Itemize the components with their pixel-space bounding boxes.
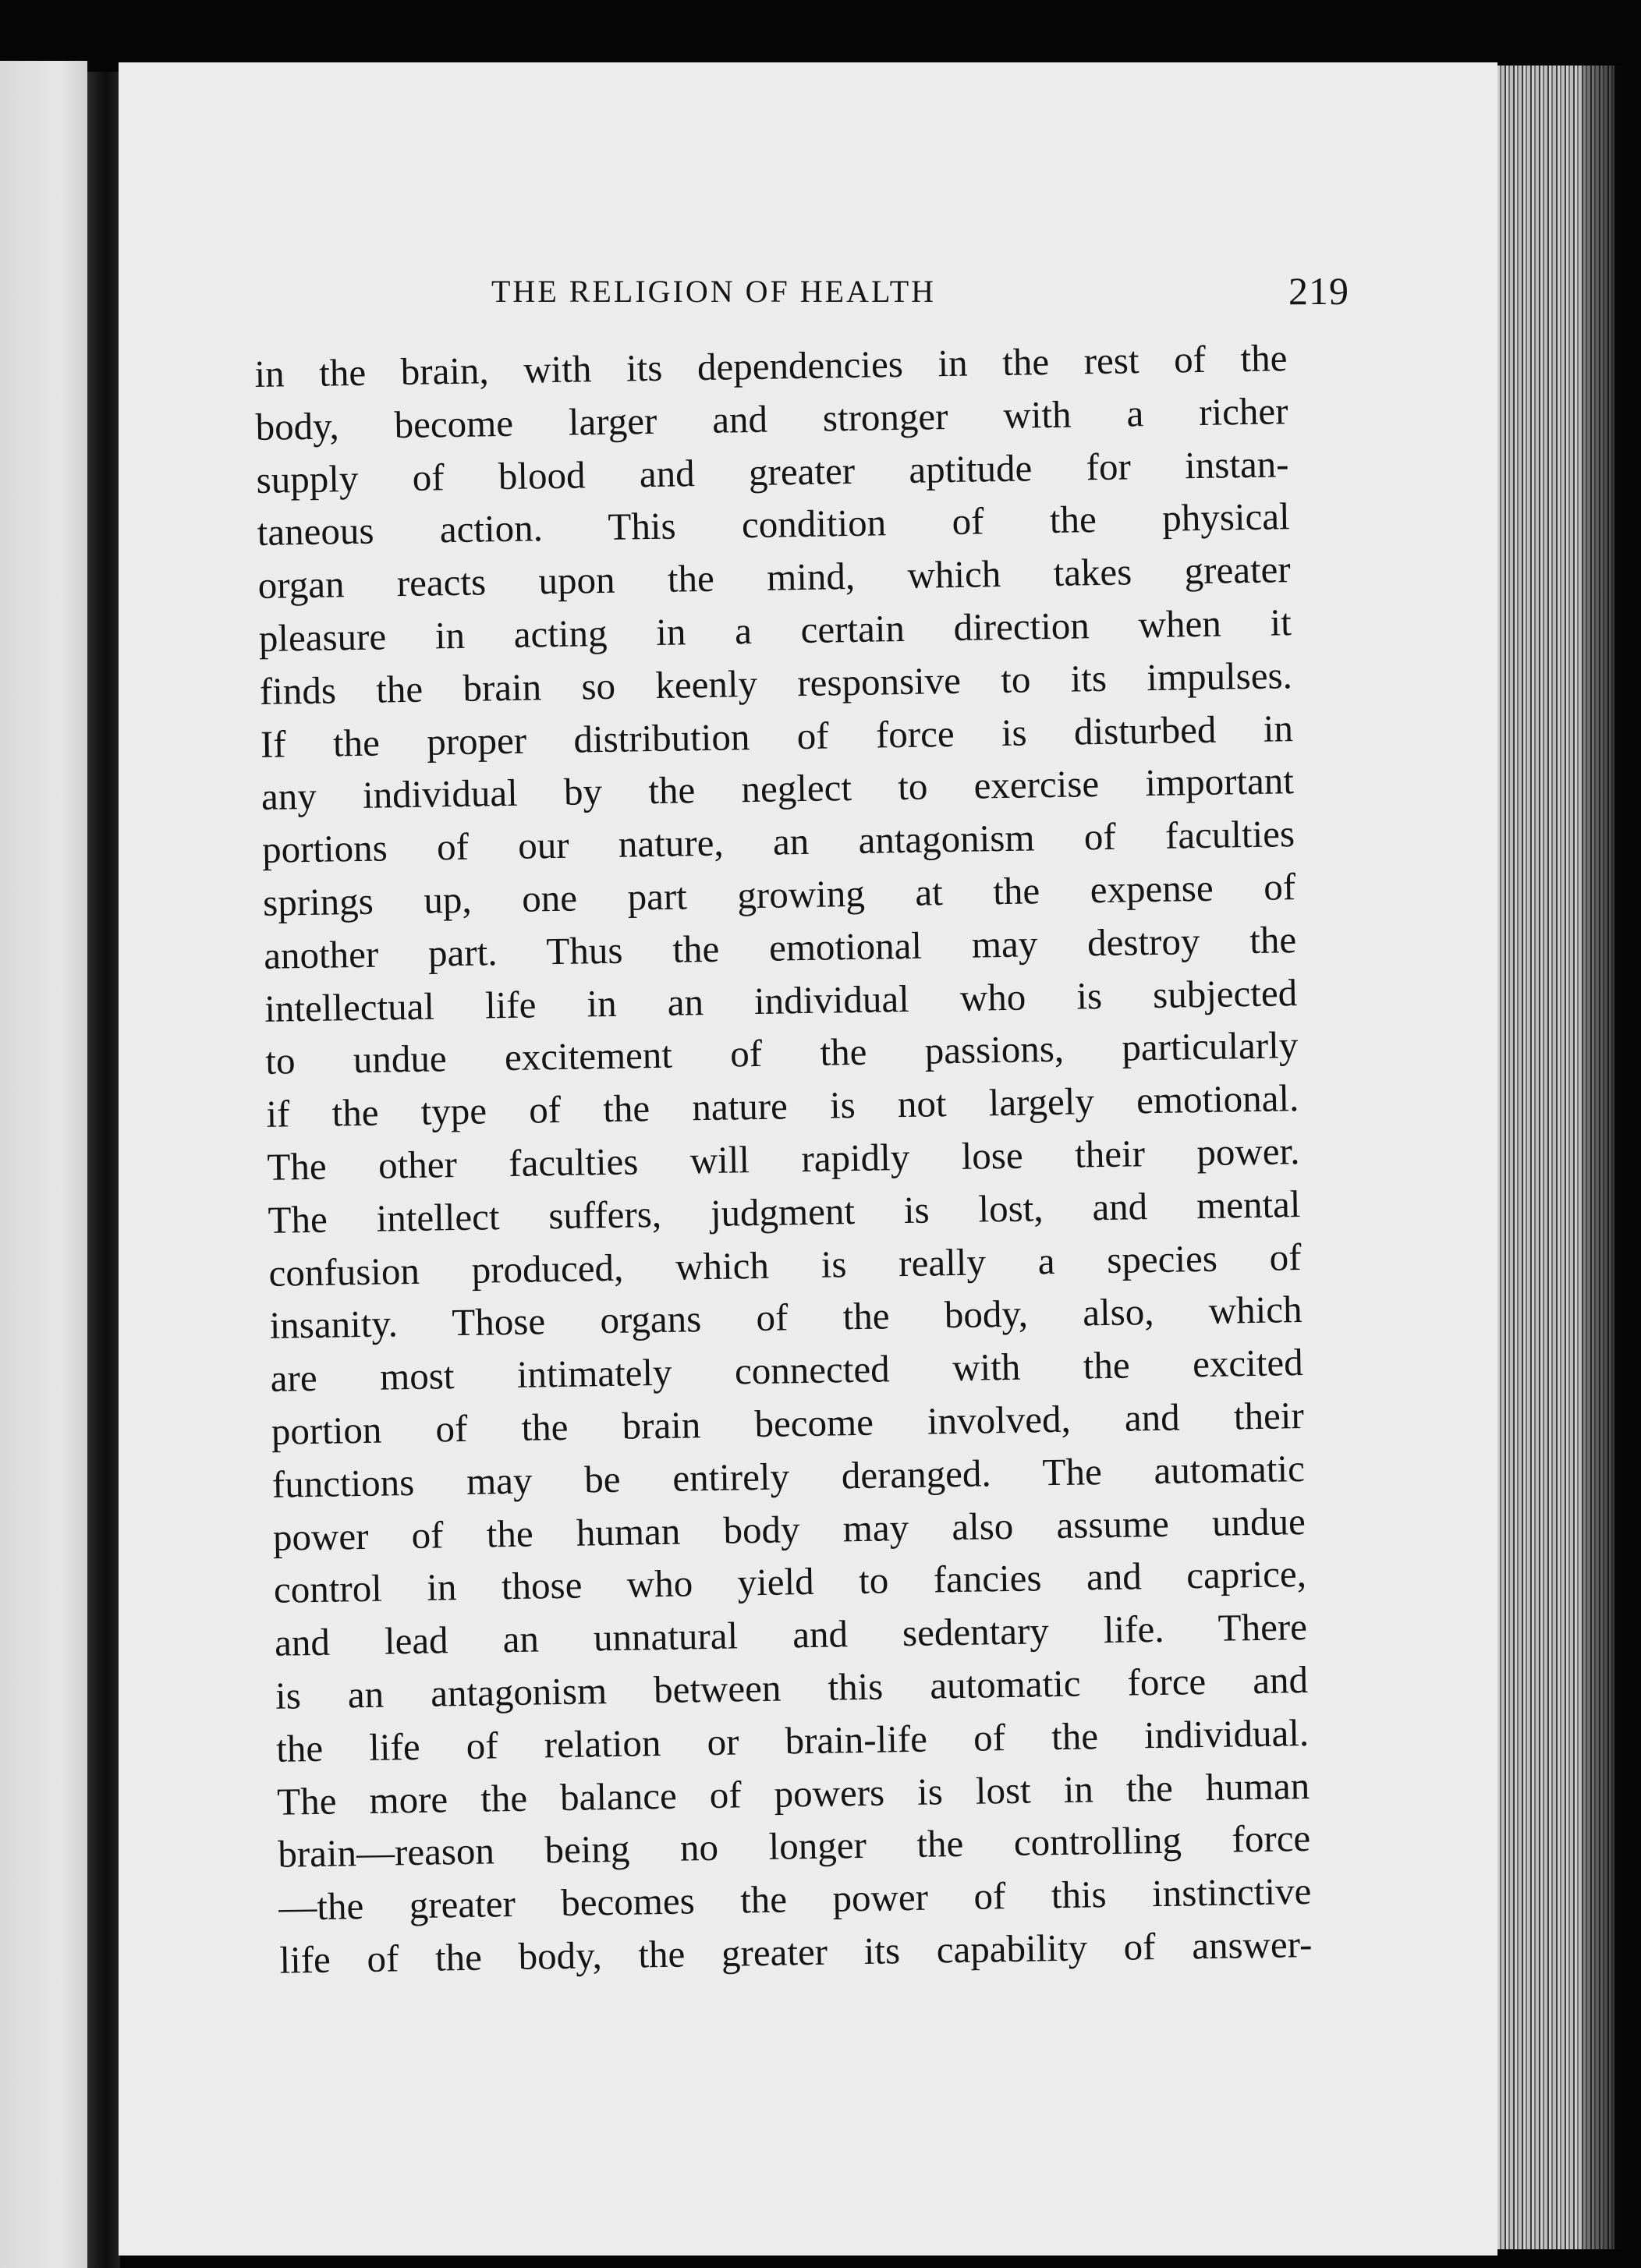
page-header xyxy=(491,269,1349,320)
text-line: portions of our nature, an antagonism of faculties xyxy=(261,812,1295,872)
text-line: body, become larger and stronger with a richer xyxy=(255,388,1288,448)
text-line: to undue excitement of the passions, particularly xyxy=(264,1023,1299,1083)
text-line: The intellect suffers, judgment is lost, and mental xyxy=(268,1182,1301,1242)
text-line: the life of relation or brain-life of the individual. xyxy=(275,1710,1310,1770)
text-line: organ reacts upon the mind, which takes greater xyxy=(257,548,1292,608)
page-edges-shadow xyxy=(1583,66,1641,2249)
text-line: pleasure in acting in a certain direction when it xyxy=(258,601,1292,660)
text-line: functions may be entirely deranged. The automatic xyxy=(271,1446,1306,1506)
text-line: in the brain, with its dependencies in the rest of the xyxy=(254,336,1288,395)
text-line: intellectual life in an individual who is subjected xyxy=(264,970,1298,1030)
text-line: another part. Thus the emotional may destroy the xyxy=(263,917,1297,977)
text-line: insanity. Those organs of the body, also, which xyxy=(269,1288,1303,1348)
facing-page-edge xyxy=(0,61,87,2268)
text-line: The more the balance of powers is lost in the human xyxy=(276,1763,1310,1823)
text-line: life of the body, the greater its capability of answer- xyxy=(279,1922,1313,1982)
text-line: power of the human body may also assume undue xyxy=(272,1499,1306,1559)
running-head: THE RELIGION OF HEALTH xyxy=(491,274,937,309)
book-gutter xyxy=(87,72,120,2268)
text-line: finds the brain so keenly responsive to its impulses. xyxy=(259,653,1293,713)
text-line: confusion produced, which is really a species of xyxy=(268,1235,1302,1295)
body-text xyxy=(254,331,1313,1986)
page-number: 219 xyxy=(1288,269,1349,313)
text-line: taneous action. This condition of the physical xyxy=(257,494,1290,555)
text-line: and lead an unnatural and sedentary life. There xyxy=(274,1605,1308,1664)
text-line: is an antagonism between this automatic force and xyxy=(275,1657,1309,1717)
text-line: brain—reason being no longer the controlling force xyxy=(277,1816,1311,1876)
text-line: —the greater becomes the power of this instinctive xyxy=(278,1869,1312,1929)
text-line: any individual by the neglect to exercise important xyxy=(261,759,1295,819)
text-line: control in those who yield to fancies and caprice, xyxy=(273,1552,1307,1612)
text-line: if the type of the nature is not largely emotional. xyxy=(266,1076,1299,1136)
text-line: The other faculties will rapidly lose their power. xyxy=(267,1129,1300,1189)
text-line: supply of blood and greater aptitude for instan- xyxy=(256,441,1289,501)
text-line: are most intimately connected with the excited xyxy=(270,1341,1304,1400)
text-line: If the proper distribution of force is disturbed in xyxy=(260,706,1294,766)
text-line: springs up, one part growing at the expense of xyxy=(262,865,1296,924)
text-line: portion of the brain become involved, and their xyxy=(271,1393,1305,1453)
